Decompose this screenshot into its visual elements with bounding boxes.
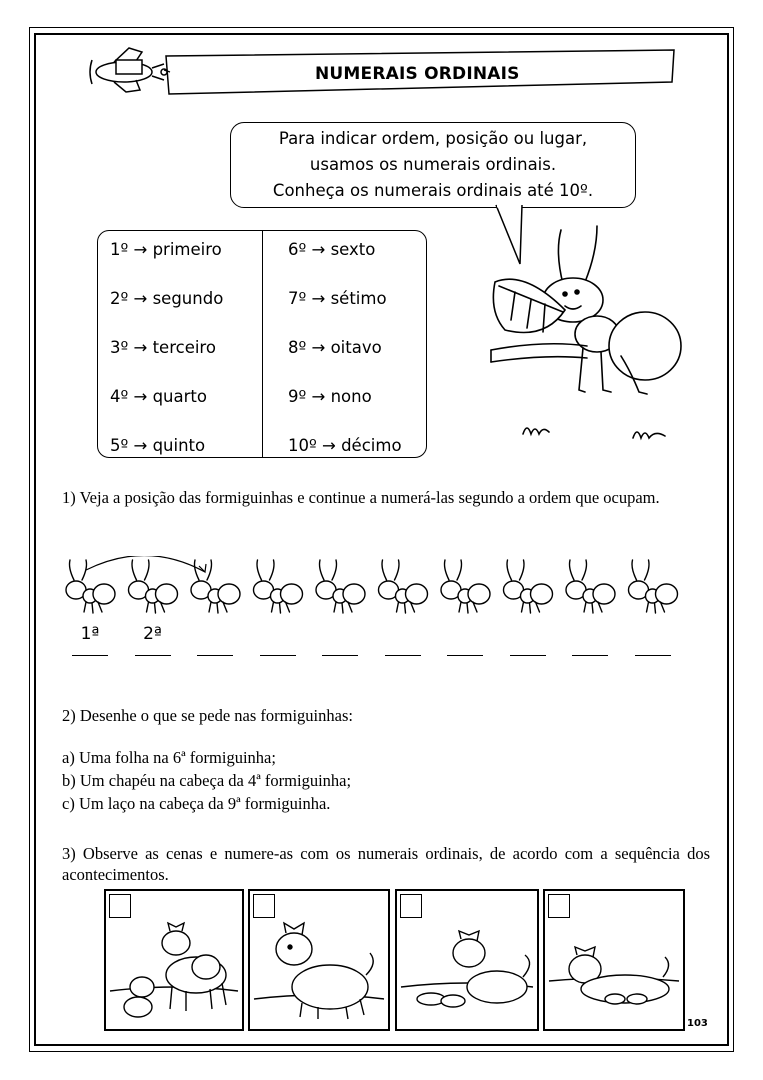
ordinal-item: 6º → sexto <box>288 240 376 259</box>
answer-line <box>510 655 546 656</box>
dog-scene-illustration <box>250 891 388 1029</box>
dog-scene-illustration <box>545 891 683 1029</box>
answer-line <box>135 655 171 656</box>
answer-line <box>635 655 671 656</box>
bubble-line: Conheça os numerais ordinais até 10º. <box>272 181 594 200</box>
ant-icon <box>566 560 615 613</box>
ordinal-item: 5º → quinto <box>110 436 206 455</box>
bubble-line: usamos os numerais ordinais. <box>309 155 557 174</box>
ant-icon <box>379 560 428 613</box>
question-3-text: 3) Observe as cenas e numere-as com os numerais ordinais, de acordo com a sequência dos acontecimentos. <box>62 844 710 884</box>
bubble-line: Para indicar ordem, posição ou lugar, <box>278 129 588 148</box>
question-2-item: a) Uma folha na 6ª formiguinha; <box>62 748 276 767</box>
scene-panel-3 <box>395 889 539 1031</box>
question-2-item: c) Um laço na cabeça da 9ª formiguinha. <box>62 794 331 813</box>
ordinal-item: 4º → quarto <box>110 387 207 406</box>
table-divider <box>262 231 263 457</box>
ant-answer-slot[interactable] <box>70 620 110 656</box>
scene-panel-2 <box>248 889 390 1031</box>
ordinal-item: 8º → oitavo <box>288 338 382 357</box>
question-2-item: b) Um chapéu na cabeça da 4ª formiguinha; <box>62 771 352 790</box>
ant-icon <box>441 560 490 613</box>
ants-row-illustration <box>62 556 702 626</box>
ant-answer-slot[interactable] <box>383 620 423 656</box>
dog-scene-illustration <box>106 891 242 1029</box>
ordinal-item: 10º → décimo <box>288 436 402 455</box>
answer-line <box>447 655 483 656</box>
answer-line <box>572 655 608 656</box>
ordinals-table <box>97 230 427 458</box>
ant-with-leaf-illustration <box>485 222 690 447</box>
dog-scene-illustration <box>397 891 537 1029</box>
ant-icon <box>504 560 553 613</box>
answer-line <box>322 655 358 656</box>
ant-answer-slot[interactable] <box>508 620 548 656</box>
ant-icon <box>254 560 303 613</box>
page-title: NUMERAIS ORDINAIS <box>315 64 520 84</box>
speech-bubble <box>230 122 636 208</box>
ant-icon <box>129 560 178 613</box>
answer-line <box>385 655 421 656</box>
ordinal-item: 3º → terceiro <box>110 338 216 357</box>
ant-icon <box>316 560 365 613</box>
ant-answer-slot[interactable] <box>133 620 173 656</box>
ant-answer-slot[interactable] <box>195 620 235 656</box>
ant-answer-slot[interactable] <box>633 620 673 656</box>
answer-line <box>72 655 108 656</box>
ant-answers-row <box>62 620 702 660</box>
airplane-icon <box>90 48 167 92</box>
ant-answer-slot[interactable] <box>445 620 485 656</box>
ant-answer-slot[interactable] <box>258 620 298 656</box>
ant-answer-slot[interactable] <box>320 620 360 656</box>
answer-line <box>260 655 296 656</box>
question-2-text: 2) Desenhe o que se pede nas formiguinhas: <box>62 706 353 725</box>
ant-icon <box>629 560 678 613</box>
page-number: 103 <box>687 1018 708 1029</box>
ordinals-column-left <box>110 237 223 482</box>
ant-answer-label: 2ª <box>143 624 162 644</box>
answer-line <box>197 655 233 656</box>
ant-answer-slot[interactable] <box>570 620 610 656</box>
question-1-text: 1) Veja a posição das formiguinhas e continue a numerá-las segundo a ordem que ocupam. <box>62 488 660 507</box>
ordinal-item: 7º → sétimo <box>288 289 387 308</box>
ordinal-item: 2º → segundo <box>110 289 224 308</box>
ordinal-item: 1º → primeiro <box>110 240 222 259</box>
ordinals-column-right <box>288 237 402 482</box>
ordinal-item: 9º → nono <box>288 387 372 406</box>
scene-panel-1 <box>104 889 244 1031</box>
ant-answer-label: 1ª <box>80 624 100 644</box>
arrow-arc <box>86 556 205 572</box>
scene-panel-4 <box>543 889 685 1031</box>
